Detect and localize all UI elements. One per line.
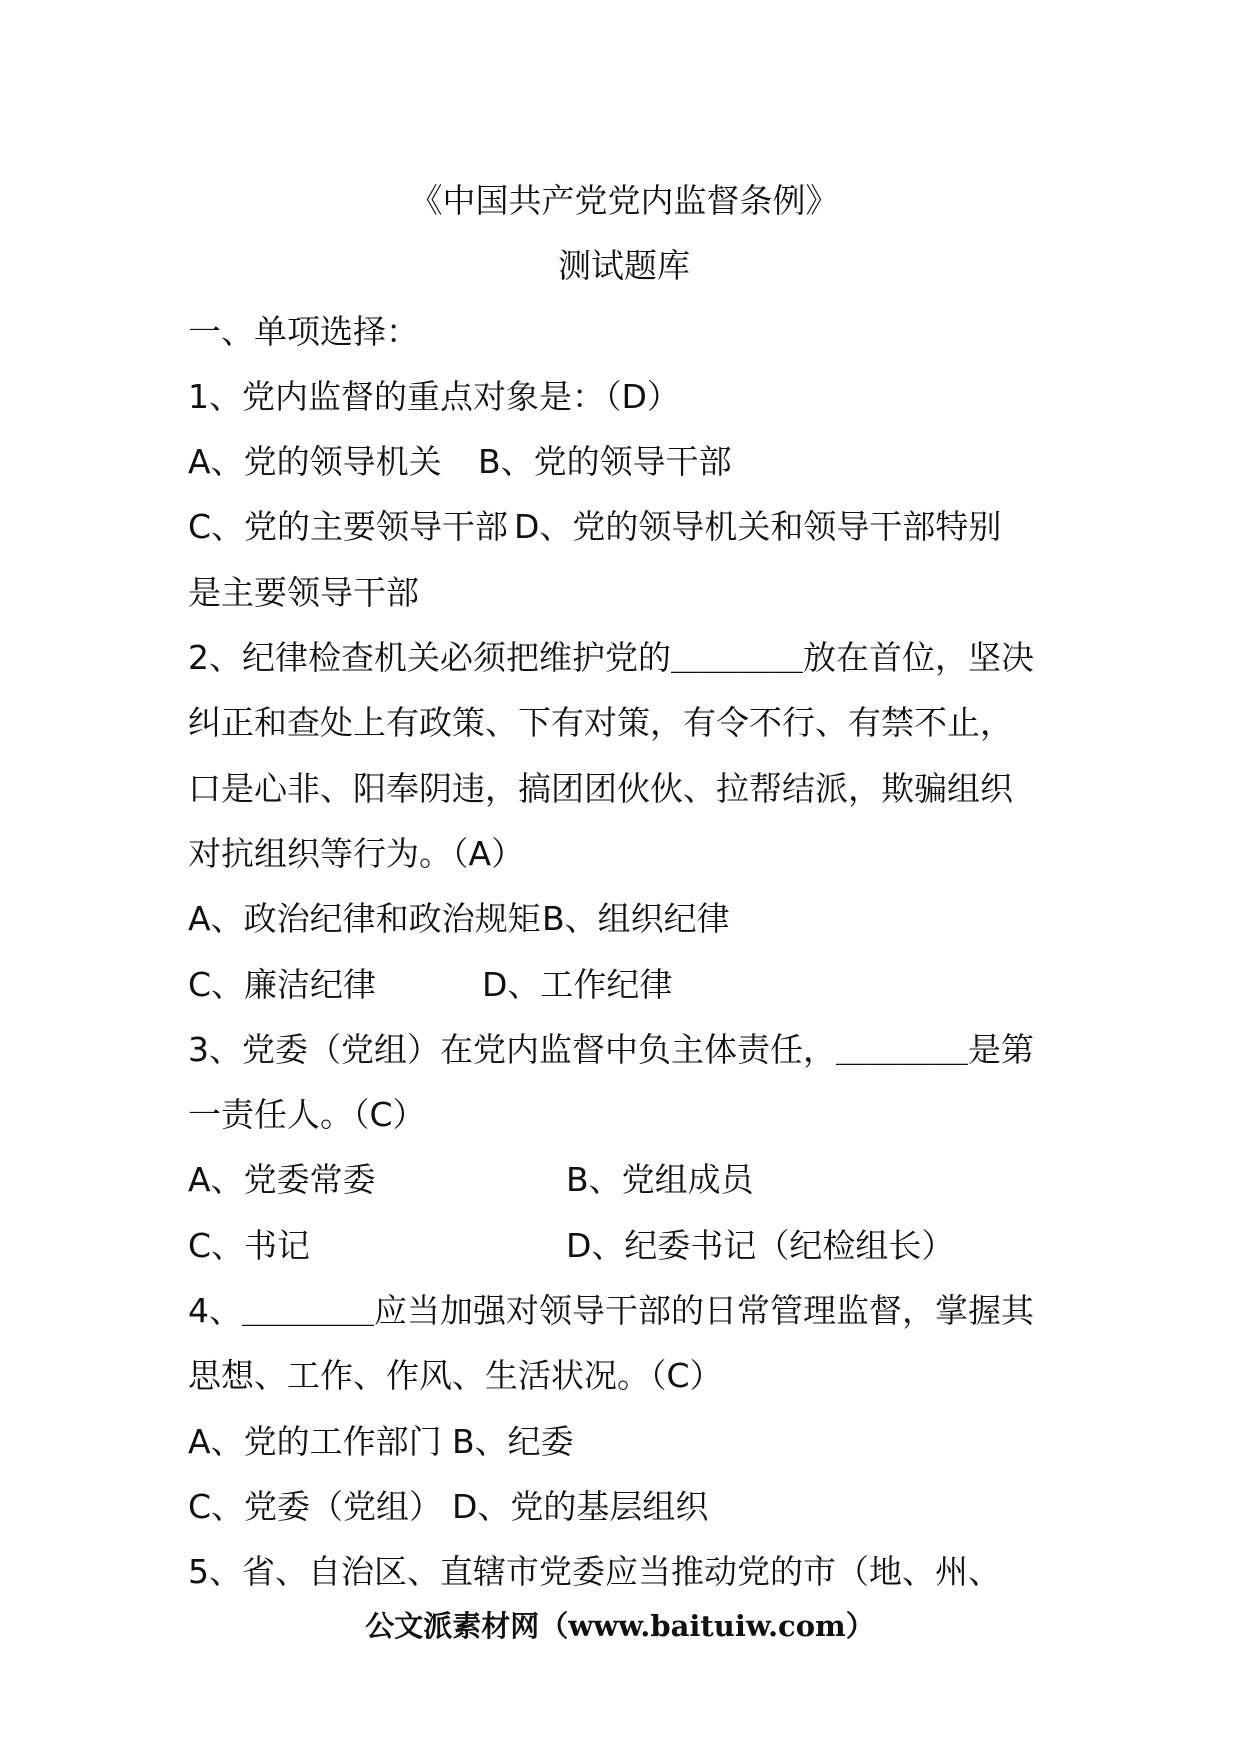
option-b: B、纪委 xyxy=(452,1421,574,1461)
footer-watermark: 公文派素材网（www.baituiw.com） xyxy=(365,1609,875,1643)
question-stem-line: 1、党内监督的重点对象是：（D） xyxy=(188,376,680,416)
question-1 xyxy=(188,364,1060,625)
option-row xyxy=(188,429,1060,494)
option-c: C、党的主要领导干部 xyxy=(188,507,509,547)
option-c: C、党委（党组） xyxy=(188,1486,443,1526)
question-4 xyxy=(188,1278,1060,1539)
option-d: D、党的领导机关和领导干部特别 xyxy=(514,507,1002,547)
question-stem-line: 对抗组织等行为。（A） xyxy=(188,833,525,873)
option-d: D、工作纪律 xyxy=(482,964,673,1004)
question-stem-line: 5、省、自治区、直辖市党委应当推动党的市（地、州、 xyxy=(188,1552,1001,1592)
question-stem-line: 纠正和查处上有政策、下有对策，有令不行、有禁不止， xyxy=(188,703,1013,743)
option-a: A、党的工作部门 xyxy=(188,1421,442,1461)
option-d: D、纪委书记（纪检组长） xyxy=(566,1225,955,1265)
option-b: B、党的领导干部 xyxy=(478,442,732,482)
option-c: C、书记 xyxy=(188,1225,311,1265)
question-5 xyxy=(188,1539,1060,1604)
option-row xyxy=(188,1409,1060,1474)
question-stem-line: 3、党委（党组）在党内监督中负主体责任，＿＿＿＿是第 xyxy=(188,1029,1034,1069)
option-row xyxy=(188,886,1060,951)
question-stem-line: 2、纪律检查机关必须把维护党的＿＿＿＿放在首位，坚决 xyxy=(188,638,1034,678)
question-3 xyxy=(188,1017,1060,1278)
question-stem-line: 思想、工作、作风、生活状况。（C） xyxy=(188,1356,723,1396)
question-2 xyxy=(188,625,1060,1017)
document-title: 《中国共产党党内监督条例》 xyxy=(409,181,839,220)
option-row xyxy=(188,494,1060,559)
option-row xyxy=(188,1213,1060,1278)
section-heading: 一、单项选择： xyxy=(188,311,419,351)
question-stem-line: 4、＿＿＿＿应当加强对领导干部的日常管理监督，掌握其 xyxy=(188,1291,1034,1331)
option-a: A、党的领导机关 xyxy=(188,442,442,482)
question-stem-line: 一责任人。（C） xyxy=(188,1095,426,1135)
option-b: B、党组成员 xyxy=(566,1160,754,1200)
option-row xyxy=(188,1147,1060,1212)
option-row xyxy=(188,1474,1060,1539)
option-continuation: 是主要领导干部 xyxy=(188,572,419,612)
option-b: B、组织纪律 xyxy=(542,899,730,939)
option-d: D、党的基层组织 xyxy=(452,1486,709,1526)
option-a: A、党委常委 xyxy=(188,1160,376,1200)
question-stem-line: 口是心非、阳奉阴违，搞团团伙伙、拉帮结派，欺骗组织 xyxy=(188,768,1013,808)
option-a: A、政治纪律和政治规矩 xyxy=(188,899,541,939)
option-row xyxy=(188,952,1060,1017)
option-c: C、廉洁纪律 xyxy=(188,964,377,1004)
document-subtitle: 测试题库 xyxy=(558,246,690,286)
document-body xyxy=(188,168,1060,1605)
